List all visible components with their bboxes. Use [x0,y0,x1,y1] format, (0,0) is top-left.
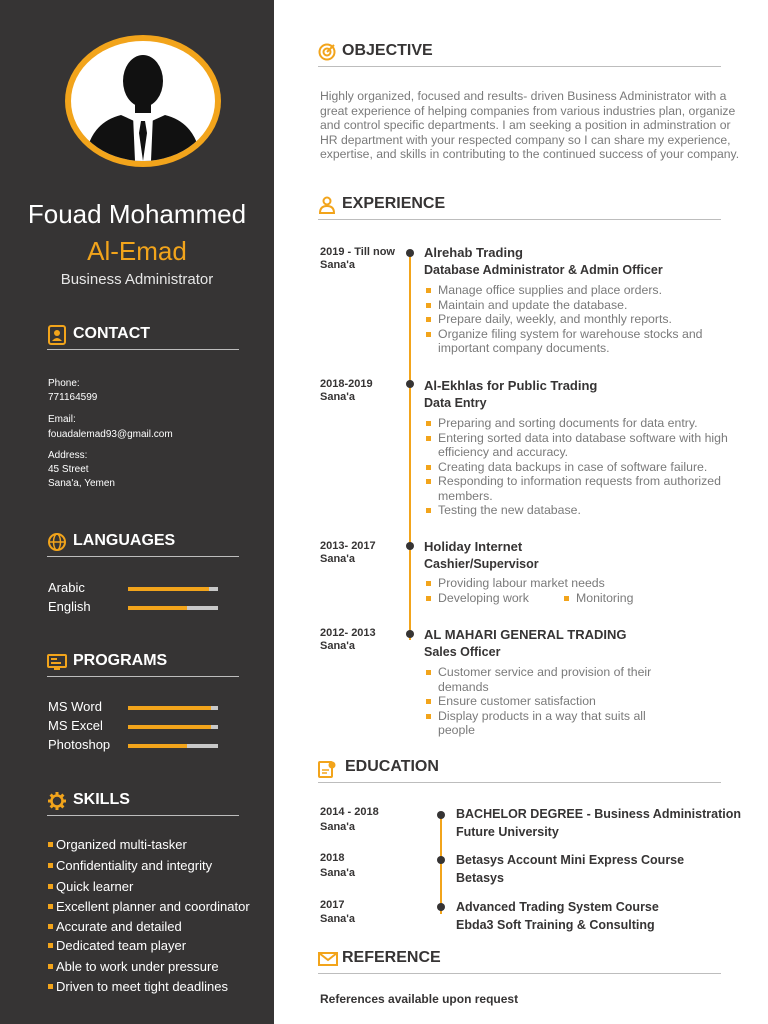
program-row [48,699,228,717]
programs-heading-text: PROGRAMS [73,652,168,669]
exp-bullet: Testing the new database. [426,503,746,518]
programs-heading [47,650,239,677]
exp-company: Holiday Internet [424,539,523,554]
program-level-fill [128,744,187,748]
address-line1: 45 Street [48,464,89,475]
skill-item: Organized multi-tasker [48,837,187,852]
email-value: fouadalemad93@gmail.com [48,429,173,440]
profile-photo [71,41,215,161]
languages-heading [47,530,239,557]
exp-bullet: Providing labour market needs [426,576,746,591]
person-icon [318,196,336,214]
exp-bullet: Prepare daily, weekly, and monthly reports. [426,312,746,327]
education-heading [318,756,721,783]
skill-item: Dedicated team player [48,938,186,953]
job-title: Business Administrator [60,271,214,288]
exp-bullet: Responding to information requests from authorized members. [426,474,746,503]
certificate-icon [318,759,338,779]
exp-bullet: Ensure customer satisfaction [426,694,681,709]
exp-company: AL MAHARI GENERAL TRADING [424,627,627,642]
exp-place: Sana'a [320,391,356,403]
phone-label: Phone: [48,378,80,389]
program-level-fill [128,706,211,710]
exp-bullet-row [426,591,746,606]
exp-place: Sana'a [320,553,356,565]
contact-heading [47,323,239,350]
program-name: MS Word [48,699,102,714]
program-level-track [128,706,218,710]
exp-bullet: Maintain and update the database. [426,298,746,313]
exp-bullet: Manage office supplies and place orders. [426,283,746,298]
skill-item: Excellent planner and coordinator [48,899,250,914]
exp-role: Data Entry [424,396,487,410]
exp-role: Cashier/Supervisor [424,557,539,571]
edu-place: Sana'a [320,913,356,925]
language-row [48,599,228,617]
person-silhouette-icon [71,41,215,161]
exp-role: Sales Officer [424,645,501,659]
timeline-dot [406,380,414,388]
program-name: MS Excel [48,718,103,733]
program-name: Photoshop [48,737,111,752]
address-line2: Sana'a, Yemen [48,478,115,489]
monitor-icon [47,652,67,672]
exp-bullet: Monitoring [564,591,633,606]
timeline-dot [437,811,445,819]
edu-place: Sana'a [320,867,356,879]
timeline-dot [406,542,414,550]
experience-timeline [409,252,411,640]
target-icon [318,43,336,61]
exp-date: 2013- 2017 [320,540,376,552]
edu-place: Sana'a [320,821,356,833]
skill-item: Able to work under pressure [48,959,219,974]
phone-value: 771164599 [48,392,98,403]
language-level-fill [128,587,209,591]
exp-bullet: Organize filing system for warehouse stocks and important company documents. [426,327,746,356]
exp-date: 2019 - Till now [320,246,395,258]
reference-heading [318,947,721,974]
language-row [48,580,228,598]
language-level-track [128,587,218,591]
exp-bullet: Customer service and provision of their demands [426,665,681,694]
language-level-track [128,606,218,610]
edu-date: 2018 [320,852,345,864]
education-timeline [440,814,442,914]
edu-school: Future University [456,825,559,839]
languages-heading-text: LANGUAGES [73,532,176,549]
timeline-dot [437,903,445,911]
objective-text: Highly organized, focused and results- driven Business Administrator with a great experience of helping companies from various industries plan, organize and control specific departments. I am seeking a position in adminstration or HR department with your respected company so I can share my experience, expertise, and skills in contributing to the continued success of your company. [320,89,740,161]
exp-role: Database Administrator & Admin Officer [424,263,663,277]
exp-date: 2012- 2013 [320,627,376,639]
program-level-track [128,744,218,748]
exp-bullet: Display products in a way that suits all people [426,709,681,738]
education-heading-text: EDUCATION [345,758,439,775]
timeline-dot [406,249,414,257]
exp-bullet: Preparing and sorting documents for data entry. [426,416,746,431]
timeline-dot [406,630,414,638]
exp-bullets [426,576,746,605]
edu-degree: BACHELOR DEGREE - Business Administration [456,807,741,821]
contact-heading-text: CONTACT [73,325,151,342]
program-level-track [128,725,218,729]
sidebar [0,0,274,1024]
objective-heading [318,40,721,67]
exp-bullet: Creating data backups in case of software failure. [426,460,746,475]
contact-card-icon [47,325,67,345]
program-level-fill [128,725,211,729]
program-row [48,718,228,736]
program-row [48,737,228,755]
experience-heading [318,193,721,220]
exp-bullet: Developing work [426,591,564,606]
edu-school: Ebda3 Soft Training & Consulting [456,918,655,932]
timeline-dot [437,856,445,864]
profile-photo-frame [65,35,221,167]
exp-place: Sana'a [320,259,356,271]
edu-school: Betasys [456,871,504,885]
exp-bullets [426,665,681,738]
language-name: English [48,599,91,614]
exp-place: Sana'a [320,640,356,652]
edu-degree: Advanced Trading System Course [456,900,659,914]
exp-bullets [426,416,746,518]
language-level-fill [128,606,187,610]
exp-bullet: Entering sorted data into database software with high efficiency and accuracy. [426,431,746,460]
edu-date: 2014 - 2018 [320,806,379,818]
edu-date: 2017 [320,899,345,911]
address-label: Address: [48,450,88,461]
experience-heading-text: EXPERIENCE [342,195,446,212]
globe-icon [47,532,67,552]
envelope-icon [318,950,338,968]
skills-heading [47,789,239,816]
skill-item: Accurate and detailed [48,919,182,934]
exp-company: Al-Ekhlas for Public Trading [424,378,598,393]
edu-degree: Betasys Account Mini Express Course [456,853,685,867]
reference-heading-text: REFERENCE [342,949,441,966]
exp-company: Alrehab Trading [424,245,523,260]
reference-text: References available upon request [320,992,519,1006]
exp-bullets [426,283,746,356]
name-first: Fouad Mohammed [27,199,247,229]
exp-date: 2018-2019 [320,378,373,390]
skill-item: Confidentiality and integrity [48,858,212,873]
name-last: Al-Emad [87,236,187,266]
skill-item: Driven to meet tight deadlines [48,979,228,994]
email-label: Email: [48,414,76,425]
gear-icon [47,791,67,811]
skills-heading-text: SKILLS [73,791,130,808]
skill-item: Quick learner [48,879,133,894]
language-name: Arabic [48,580,85,595]
objective-heading-text: OBJECTIVE [342,42,433,59]
